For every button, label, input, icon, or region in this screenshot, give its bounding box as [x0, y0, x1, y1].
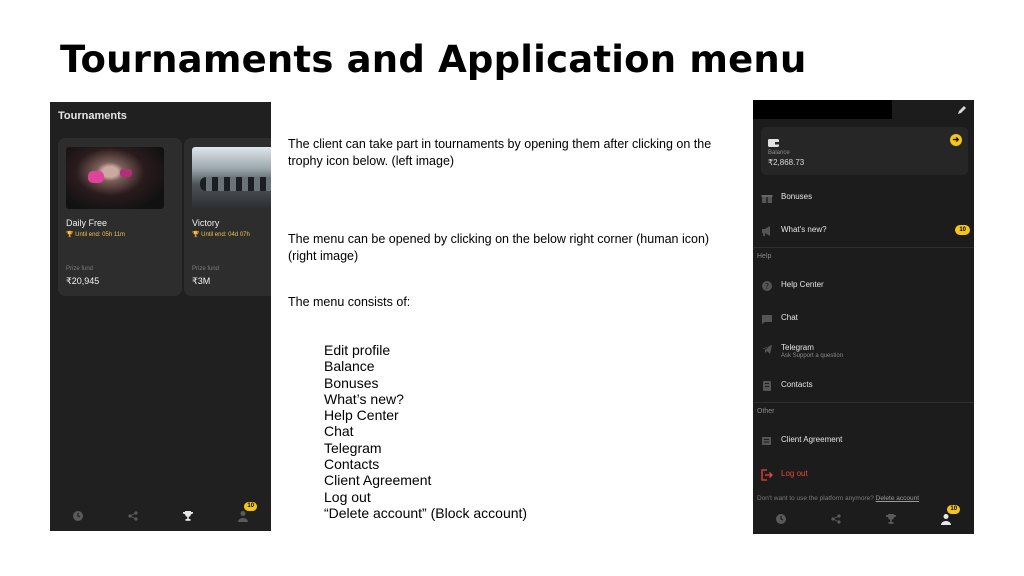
screen-title: Tournaments [58, 110, 127, 122]
menu-item-help-center[interactable] [753, 272, 974, 298]
menu-item-telegram[interactable] [753, 335, 974, 367]
list-item: Contacts [324, 456, 380, 473]
paragraph-menu-consists: The menu consists of: [288, 295, 411, 309]
menu-item-chat[interactable] [753, 305, 974, 331]
menu-items-list [324, 342, 527, 521]
tournament-image [192, 147, 271, 209]
list-item: Client Agreement [324, 472, 432, 489]
balance-value: ₹2,868.73 [768, 158, 805, 167]
prize-fund-value: ₹20,945 [66, 276, 100, 286]
list-item: Telegram [324, 439, 382, 456]
list-item: Chat [324, 423, 354, 440]
share-icon[interactable] [828, 511, 844, 527]
notification-badge: 10 [947, 505, 960, 514]
tournament-card-daily-free[interactable] [58, 138, 182, 296]
menu-item-client-agreement[interactable] [753, 427, 974, 453]
tournament-until: 🏆 Until end: 05h 11m [66, 232, 126, 238]
arrow-right-icon[interactable]: ➔ [950, 134, 962, 146]
chat-icon [761, 312, 773, 324]
pencil-icon[interactable] [956, 103, 968, 115]
redacted-header [753, 100, 892, 119]
document-icon [761, 434, 773, 446]
bottom-nav [753, 504, 974, 534]
tournament-until: 🏆 Until end: 04d 07h [192, 232, 250, 238]
trophy-icon[interactable] [180, 508, 196, 524]
list-item: Help Center [324, 407, 399, 424]
notification-badge: 10 [955, 225, 970, 235]
notification-badge: 10 [244, 502, 257, 511]
telegram-icon [761, 342, 773, 354]
menu-item-label: Client Agreement [781, 435, 843, 444]
menu-item-sublabel: Ask Support a question [781, 353, 844, 359]
tournament-image [66, 147, 164, 209]
tournaments-screenshot [50, 102, 271, 531]
user-icon[interactable] [235, 503, 255, 524]
bottom-nav [50, 501, 271, 531]
delete-account-link[interactable]: Delete account [875, 495, 920, 502]
gift-icon [761, 191, 773, 203]
list-item: Edit profile [324, 342, 391, 358]
list-item: Bonuses [324, 374, 379, 391]
menu-item-label: Chat [781, 313, 798, 322]
user-icon[interactable] [938, 506, 958, 527]
trophy-icon[interactable] [883, 511, 899, 527]
help-icon [761, 279, 773, 291]
divider [753, 402, 974, 403]
paragraph-menu-open: The menu can be opened by clicking on the below right corner (human icon) (right image) [288, 232, 710, 263]
list-item: Log out [324, 488, 371, 505]
menu-item-label: Telegram [781, 343, 814, 352]
paragraph-tournaments: The client can take part in tournaments by opening them after clicking on the trophy icon below. (left image) [288, 137, 712, 168]
menu-item-label: Log out [781, 469, 808, 478]
menu-item-label: Contacts [781, 380, 813, 389]
tournament-card-victory[interactable] [184, 138, 271, 296]
prize-fund-label: Prize fund [66, 266, 94, 272]
list-item: What’s new? [324, 390, 404, 407]
logout-icon [761, 468, 773, 480]
menu-item-label: Help Center [781, 280, 824, 289]
balance-label: Balance [768, 150, 790, 156]
wallet-icon [768, 135, 780, 145]
delete-account-text: Don't want to use the platform anymore? [757, 495, 874, 502]
tournament-name: Victory [192, 218, 220, 228]
slide-title: Tournaments and Application menu [60, 38, 807, 81]
menu-item-log-out[interactable] [753, 461, 974, 487]
section-label-other: Other [757, 408, 775, 415]
tournament-name: Daily Free [66, 218, 108, 228]
svg-text:?: ? [764, 282, 770, 291]
section-label-help: Help [757, 253, 772, 260]
clock-icon[interactable] [70, 508, 86, 524]
prize-fund-value: ₹3M [192, 276, 211, 286]
menu-item-bonuses[interactable] [753, 184, 974, 210]
contacts-icon [761, 379, 773, 391]
share-icon[interactable] [125, 508, 141, 524]
clock-icon[interactable] [773, 511, 789, 527]
megaphone-icon [761, 224, 773, 236]
divider [753, 247, 974, 248]
list-item: “Delete account” (Block account) [324, 504, 528, 521]
menu-screenshot [753, 100, 974, 534]
delete-account-row [757, 495, 919, 502]
menu-item-contacts[interactable] [753, 372, 974, 398]
prize-fund-label: Prize fund [192, 266, 220, 272]
list-item: Balance [324, 358, 375, 375]
menu-item-label: What's new? [781, 225, 827, 234]
menu-item-whats-new[interactable] [753, 217, 974, 243]
balance-card[interactable] [761, 127, 968, 175]
menu-item-label: Bonuses [781, 192, 813, 201]
